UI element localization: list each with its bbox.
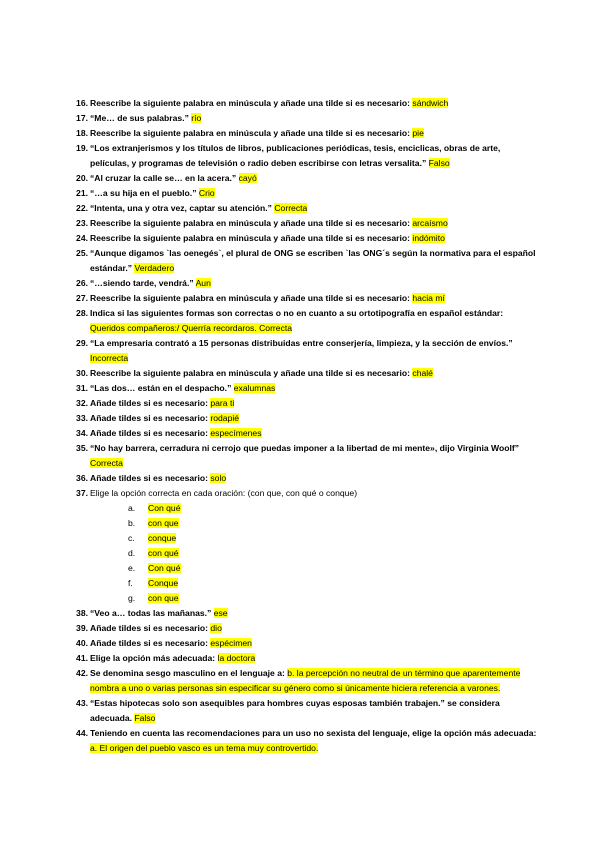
option-item: d. con qué <box>128 548 179 558</box>
answer-highlight: indómito <box>412 233 445 243</box>
answer-highlight: Queridos compañeros:/ Querría recordaros. Correcta <box>90 323 293 333</box>
list-item: 38. “Veo a… todas las mañanas.” ese <box>76 608 228 618</box>
list-item: 27. Reescribe la siguiente palabra en minúscula y añade una tilde si es necesario: hacia mí <box>76 293 445 303</box>
list-item: 44. Teniendo en cuenta las recomendaciones para un uso no sexista del lenguaje, elige la opción más adecuada: a. El origen del pueblo vasco es un tema muy controvertido. <box>76 728 537 753</box>
list-item: 17. “Me… de sus palabras.” río <box>76 113 202 123</box>
list-item: 19. “Los extranjerismos y los títulos de libros, publicaciones periódicas, tesis, enciclicas, obras de arte, películas, y programas de televisión o radio deben escribirse con letras versalita.” Falso <box>76 143 501 168</box>
list-item: 37. Elige la opción correcta en cada oración: (con que, con qué o conque) <box>76 488 358 498</box>
answer-highlight: arcaísmo <box>412 218 448 228</box>
list-item: 35. “No hay barrera, cerradura ni cerrojo que puedas imponer a la libertad de mi mente», dijo Virginia Woolf” Correcta <box>76 443 520 468</box>
list-item: 39. Añade tildes si es necesario: dio <box>76 623 222 633</box>
list-item: 43. “Estas hipotecas solo son asequibles para hombres cuyas esposas también trabajen.” se considera adecuada. Falso <box>76 698 500 723</box>
answer-highlight: dio <box>210 623 222 633</box>
answer-highlight: Con qué <box>148 503 181 513</box>
answer-highlight: a. El origen del pueblo vasco es un tema muy controvertido. <box>90 743 319 753</box>
list-item: 25. “Aunque digamos `las oenegés`, el plural de ONG se escriben `las ONG´s según la normativa para el español estándar.” Verdadero <box>76 248 536 273</box>
option-item: e. Con qué <box>128 563 181 573</box>
answer-highlight: para ti <box>210 398 235 408</box>
list-item: 22. “Intenta, una y otra vez, captar su atención.” Correcta <box>76 203 308 213</box>
answer-highlight: con qué <box>148 548 179 558</box>
answer-highlight: Verdadero <box>134 263 175 273</box>
question-list <box>68 96 538 756</box>
answer-highlight: solo <box>210 473 227 483</box>
list-item: 33. Añade tildes si es necesario: rodapié <box>76 413 240 423</box>
list-item: 23. Reescribe la siguiente palabra en minúscula y añade una tilde si es necesario: arcaísmo <box>76 218 448 228</box>
answer-highlight: con que <box>148 518 179 528</box>
list-item: 40. Añade tildes si es necesario: espécimen <box>76 638 252 648</box>
list-item: 32. Añade tildes si es necesario: para ti <box>76 398 235 408</box>
option-item: a. Con qué <box>128 503 181 513</box>
list-item: 34. Añade tildes si es necesario: especímenes <box>76 428 262 438</box>
answer-highlight: Correcta <box>90 458 123 468</box>
list-item: 36. Añade tildes si es necesario: solo <box>76 473 227 483</box>
list-item: 20. “Al cruzar la calle se… en la acera.” cayó <box>76 173 257 183</box>
answer-highlight: ese <box>213 608 228 618</box>
list-item: 31. “Las dos… están en el despacho.” exalumnas <box>76 383 276 393</box>
answer-highlight: con que <box>148 593 179 603</box>
option-item: f. Conque <box>128 578 179 588</box>
answer-highlight: Correcta <box>274 203 308 213</box>
list-item: 29. “La empresaria contrató a 15 personas distribuidas entre conserjería, limpieza, y la sección de envíos.” Incorrecta <box>76 338 513 363</box>
list-item: 16. Reescribe la siguiente palabra en minúscula y añade una tilde si es necesario: sándwich <box>76 98 449 108</box>
list-item: 41. Elige la opción más adecuada: la doctora <box>76 653 256 663</box>
answer-highlight: espécimen <box>210 638 252 648</box>
answer-highlight: Falso <box>428 158 450 168</box>
answer-highlight: Conque <box>148 578 179 588</box>
answer-highlight: pie <box>412 128 424 138</box>
option-item: b. con que <box>128 518 179 528</box>
option-item: c. conque <box>128 533 177 543</box>
answer-highlight: chalé <box>412 368 433 378</box>
list-item: 24. Reescribe la siguiente palabra en minúscula y añade una tilde si es necesario: indómito <box>76 233 445 243</box>
list-item: 18. Reescribe la siguiente palabra en minúscula y añade una tilde si es necesario: pie <box>76 128 424 138</box>
list-item: 26. “…siendo tarde, vendrá.” Aun <box>76 278 211 288</box>
answer-highlight: Crio <box>198 188 215 198</box>
answer-highlight: Con qué <box>148 563 181 573</box>
list-item: 30. Reescribe la siguiente palabra en minúscula y añade una tilde si es necesario: chalé <box>76 368 433 378</box>
answer-highlight: b. la percepción no neutral de un término que aparentemente nombra a uno o varias personas sin especificar su género como si únicamente hiciera referencia a varones. <box>90 668 521 693</box>
list-item: 28. Indica si las siguientes formas son correctas o no en cuanto a su ortotipografía en español estándar: Queridos compañeros:/ Querría recordaros. Correcta <box>76 308 504 333</box>
answer-highlight: la doctora <box>217 653 256 663</box>
answer-highlight: Falso <box>134 713 156 723</box>
answer-highlight: hacia mí <box>412 293 445 303</box>
answer-highlight: Aun <box>195 278 211 288</box>
answer-highlight: exalumnas <box>233 383 276 393</box>
answer-highlight: conque <box>148 533 177 543</box>
answer-highlight: Incorrecta <box>90 353 129 363</box>
answer-highlight: especímenes <box>210 428 262 438</box>
option-item: g. con que <box>128 593 179 603</box>
answer-highlight: rodapié <box>210 413 240 423</box>
answer-highlight: río <box>191 113 202 123</box>
list-item: 42. Se denomina sesgo masculino en el lenguaje a: b. la percepción no neutral de un término que aparentemente nombra a uno o varias personas sin especificar su género como si únicamente hiciera referencia a varones. <box>76 668 521 693</box>
list-item: 21. “…a su hija en el pueblo.” Crio <box>76 188 215 198</box>
answer-highlight: cayó <box>238 173 257 183</box>
answer-highlight: sándwich <box>412 98 449 108</box>
